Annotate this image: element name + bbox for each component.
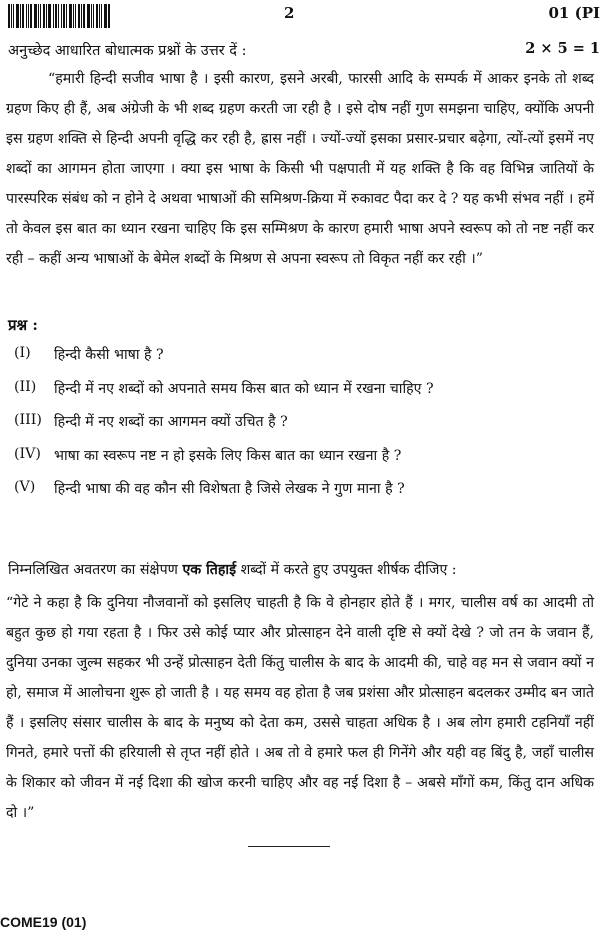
section1-marks: 2 × 5 = 1 <box>525 40 600 57</box>
question-text: हिन्दी में नए शब्दों का आगमन क्यों उचित है ? <box>54 414 288 430</box>
question-number: (III) <box>14 412 42 428</box>
question-number: (II) <box>14 378 37 395</box>
instruction-part: शब्दों में करते हुए उपयुक्त शीर्षक दीजिए : <box>236 562 457 578</box>
questions-heading: प्रश्न : <box>8 316 38 334</box>
section1-instruction: अनुच्छेद आधारित बोधात्मक प्रश्नों के उत्तर दें : <box>8 43 247 59</box>
question-item <box>14 412 594 446</box>
question-text: भाषा का स्वरूप नष्ट न हो इसके लिए किस बात का ध्यान रखना है ? <box>54 447 402 464</box>
question-number: (V) <box>14 479 36 495</box>
question-text: हिन्दी कैसी भाषा है ? <box>54 347 164 363</box>
instruction-part: निम्नलिखित अवतरण का संक्षेपण <box>8 562 183 578</box>
question-number: (I) <box>14 345 31 361</box>
page-number: 2 <box>284 4 295 22</box>
question-text: हिन्दी भाषा की वह कौन सी विशेषता है जिसे लेखक ने गुण माना है ? <box>54 481 405 497</box>
question-item <box>14 479 594 513</box>
comprehension-passage: “हमारी हिन्दी सजीव भाषा है । इसी कारण, इसने अरबी, फारसी आदि के सम्पर्क में आकर इनके तो शब्द ग्रहण किए ही हैं, अब अंग्रेजी के भी शब्द ग्रहण करती जा रही है । इसे दोष नहीं गुण समझना चाहिए, क्योंकि अपनी इस ग्रहण शक्ति से हिन्दी अपनी वृद्धि कर रही है, ह्रास नहीं । ज्यों-ज्यों इसका प्रसार-प्रचार बढ़ेगा, त्यों-त्यों इसमें नए शब्दों का आगमन होता जाएगा । क्या इस भाषा के किसी भी पक्षपाती में यह शक्ति है कि वह विभिन्न जातियों के पारस्परिक संबंध को न होने दे अथवा भाषाओं की समिश्रण-क्रिया में रुकावट पैदा कर दे ? यह कभी संभव नहीं । हमें तो केवल इस बात का ध्यान रखना चाहिए कि इस सम्मिश्रण के कारण हमारी भाषा अपने स्वरूप को तो नष्ट नहीं कर रही – कहीं अन्य भाषाओं के बेमेल शब्दों के मिश्रण से अपना स्वरूप तो विकृत नहीं कर रही ।” <box>6 71 594 267</box>
question-list <box>14 345 594 513</box>
paper-code: 01 (PI <box>548 4 600 22</box>
end-divider <box>248 846 330 847</box>
barcode <box>8 4 112 28</box>
question-text: हिन्दी में नए शब्दों को अपनाते समय किस बात को ध्यान में रखना चाहिए ? <box>54 380 434 397</box>
question-item <box>14 345 594 379</box>
instruction-emphasis: एक तिहाई <box>182 562 237 578</box>
question-item <box>14 379 594 413</box>
question-item <box>14 446 594 480</box>
section2-instruction <box>8 560 594 579</box>
footer-code: COME19 (01) <box>0 914 87 930</box>
precis-passage: “गेटे ने कहा है कि दुनिया नौजवानों को इसलिए चाहती है कि वे होनहार होते हैं । मगर, चालीस वर्ष का आदमी तो बहुत कुछ हो गया रहता है । फिर उसे कोई प्यार और प्रोत्साहन देने वाली दृष्टि से क्यों देखे ? जो तन के जवान हैं, दुनिया उनका जुल्म सहकर भी उन्हें प्रोत्साहन देती किंतु चालीस के बाद के आदमी की, चाहे वह मन से जवान क्यों न हो, समाज में आलोचना शुरू हो जाती है । यह समय वह होता है जब प्रशंसा और प्रोत्साहन बदलकर उम्मीद बन जाते हैं । इसलिए संसार चालीस के बाद के मनुष्य को देता कम, उससे चाहता अधिक है । अब लोग हमारी टहनियाँ नहीं गिनते, हमारे पत्तों की हरियाली से तृप्त नहीं होते । अब तो वे हमारे फल ही गिनेंगे और यही वह बिंदु है, जहाँ चालीस के शिकार को जीवन में नई दिशा की खोज करनी चाहिए और वह नई दिशा है – अबसे माँगों कम, किंतु दान अधिक दो ।” <box>6 595 594 821</box>
question-number: (IV) <box>14 445 41 462</box>
